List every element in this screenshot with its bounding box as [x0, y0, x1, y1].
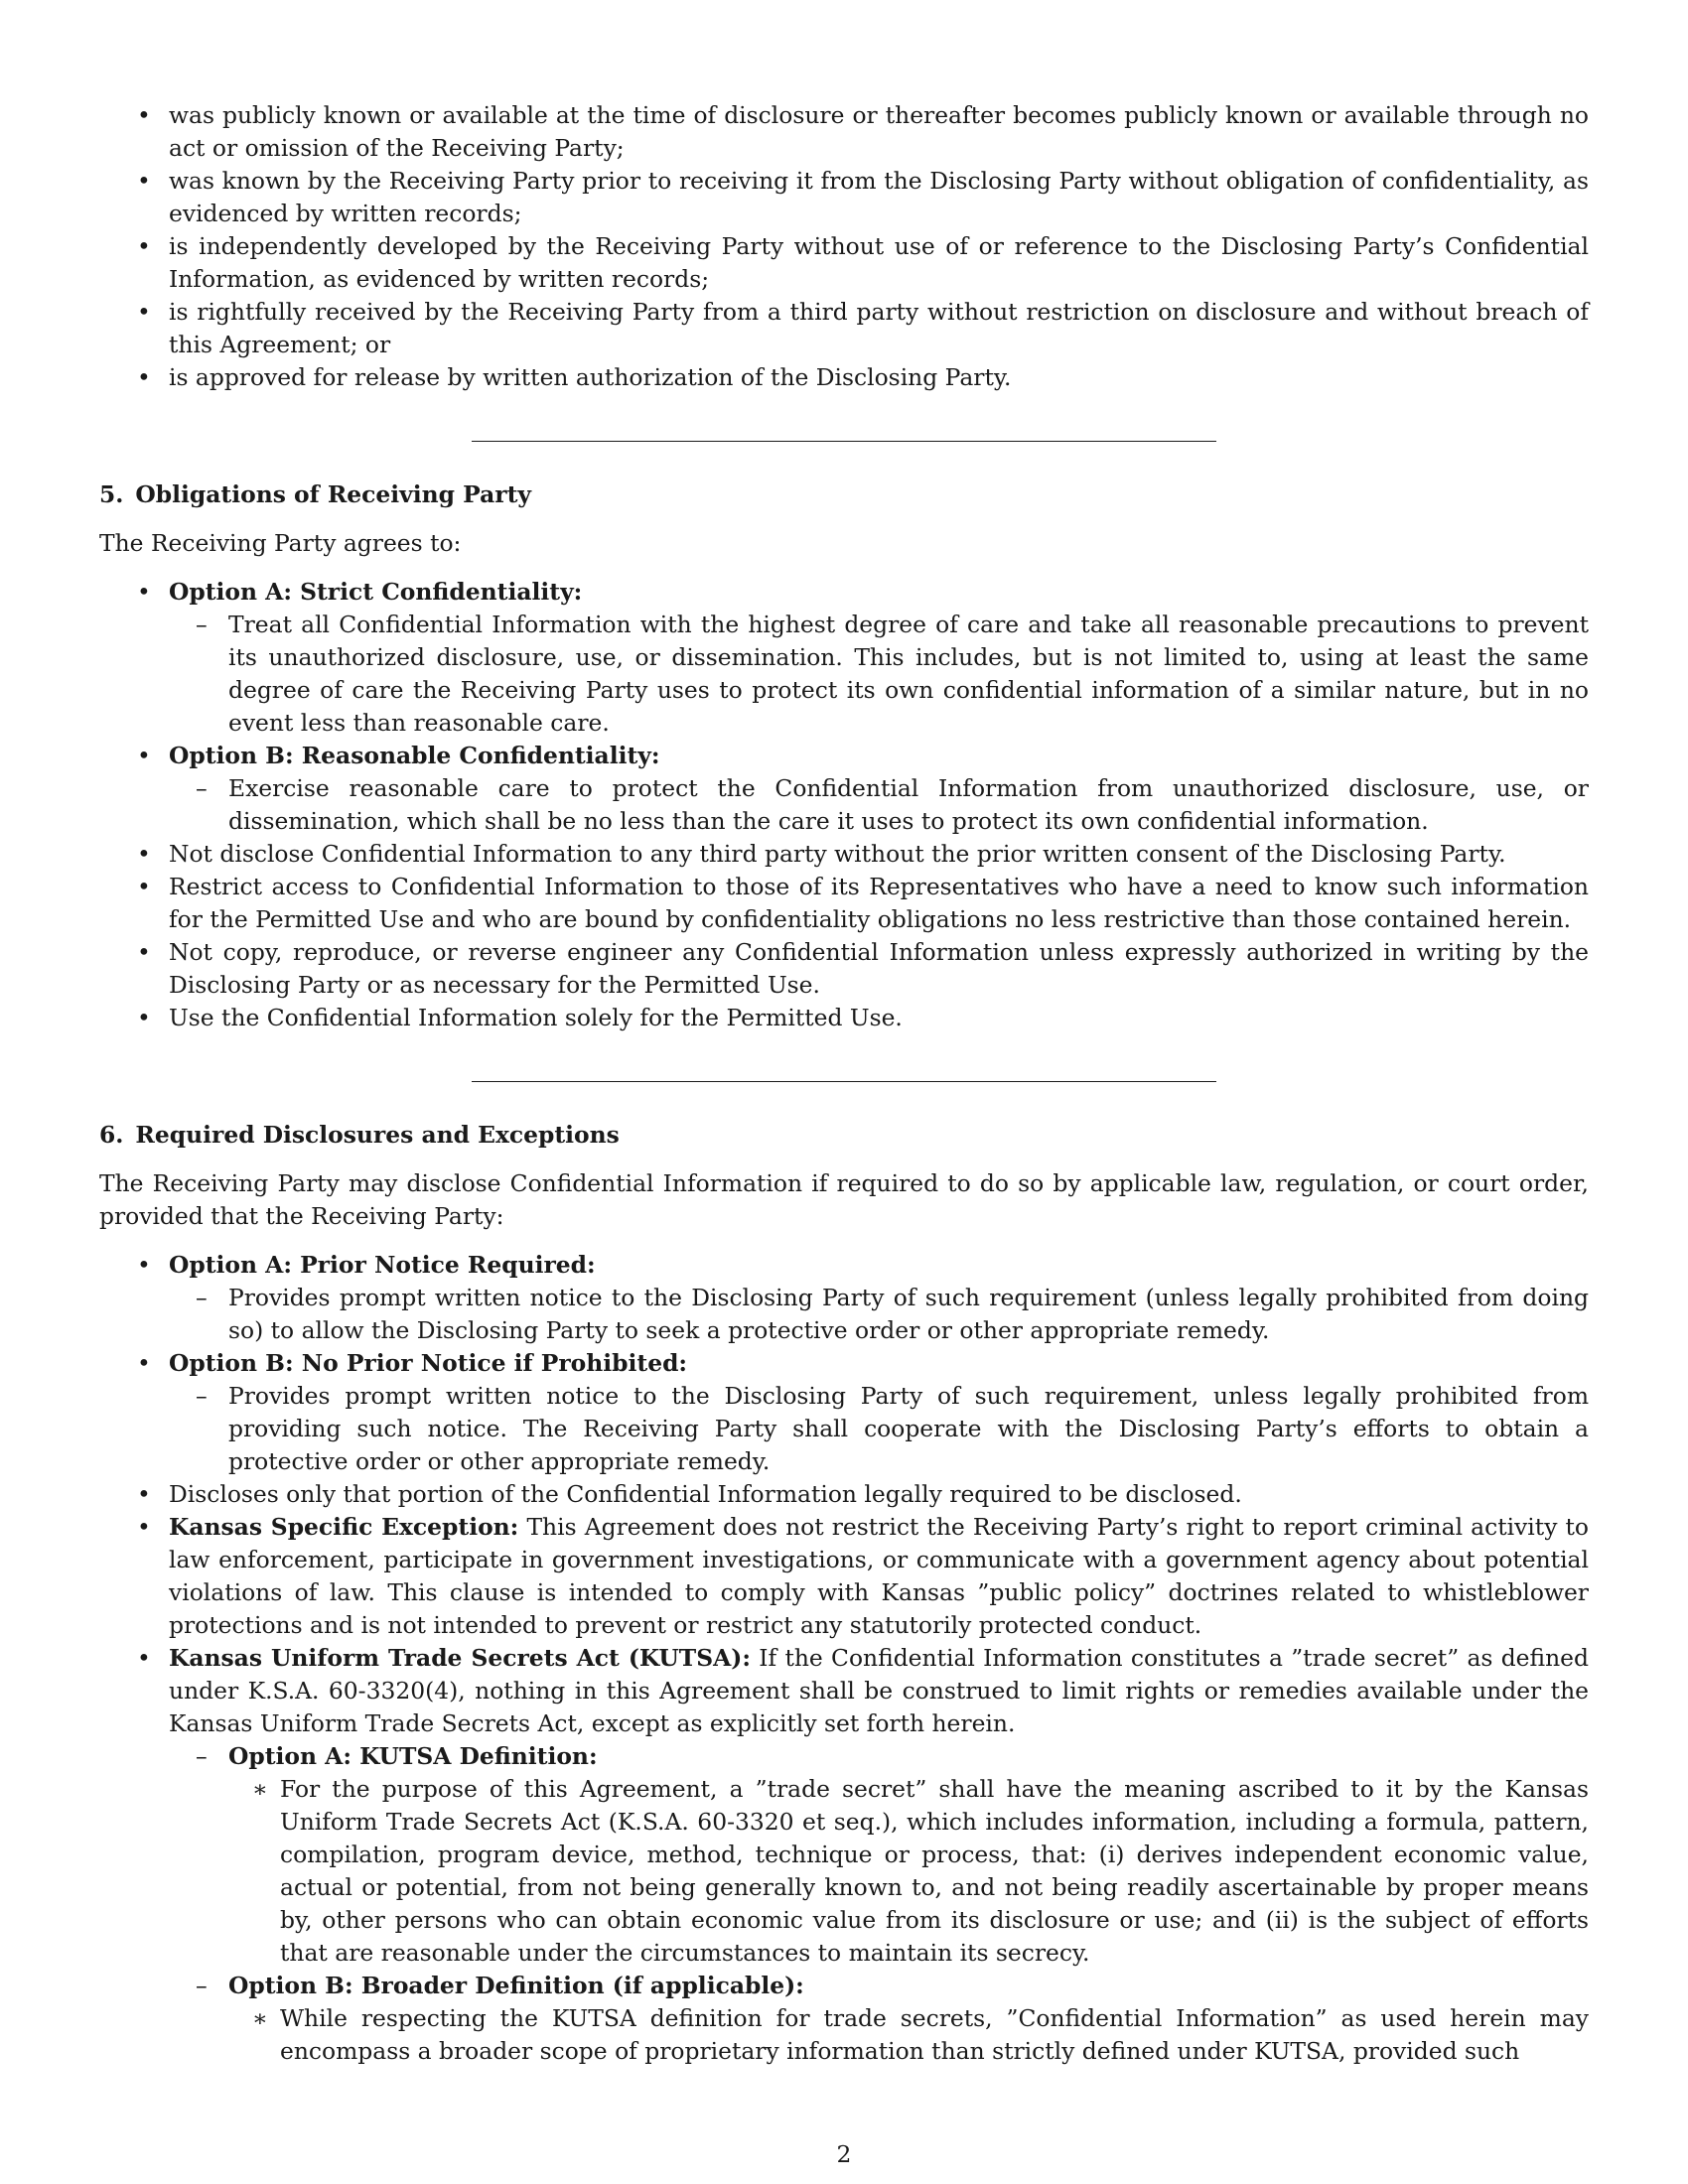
- list-item: [99, 1249, 1589, 1347]
- sub-list-item: – Provides prompt written notice to the Disclosing Party of such requirement (unless legally prohibited from doing so) to allow the Disclosing Party to seek a protective order or other appropriate remedy.: [169, 1282, 1589, 1347]
- list-item: [99, 740, 1589, 838]
- section-6-intro: The Receiving Party may disclose Confidential Information if required to do so by applicable law, regulation, or court order, provided that the Receiving Party:: [99, 1169, 1589, 1230]
- section-number: 5.: [99, 480, 124, 508]
- section-title: Obligations of Receiving Party: [135, 480, 531, 508]
- list-item: • is rightfully received by the Receiving Party from a third party without restriction on disclosure and without breach of this Agreement; or: [99, 296, 1589, 361]
- list-item: • was publicly known or available at the time of disclosure or thereafter becomes publicly known or available through no act or omission of the Receiving Party;: [99, 99, 1589, 165]
- list-item: • is approved for release by written authorization of the Disclosing Party.: [99, 361, 1589, 394]
- list-item: • Discloses only that portion of the Confidential Information legally required to be disclosed.: [99, 1478, 1589, 1511]
- document-page: [99, 99, 1589, 2068]
- list-item: [99, 576, 1589, 740]
- list-item: [99, 1347, 1589, 1478]
- section-number: 6.: [99, 1121, 124, 1149]
- kutsa-text: If the Confidential Information constitutes a ”trade secret” as defined under K.S.A. 60-3320(4), nothing in this Agreement shall be construed to limit rights or remedies available under the Kansas Uniform Trade Secrets Act, except as explicitly set forth herein.: [169, 1644, 1589, 1737]
- kansas-exception-title: Kansas Specific Exception:: [169, 1513, 519, 1541]
- list-item: • Use the Confidential Information solely for the Permitted Use.: [99, 1002, 1589, 1034]
- sub-list: [169, 1380, 1589, 1478]
- sub-list-item: – Provides prompt written notice to the Disclosing Party of such requirement, unless legally prohibited from providing such notice. The Receiving Party shall cooperate with the Disclosing Party’s efforts to obtain a protective order or other appropriate remedy.: [169, 1380, 1589, 1478]
- sub-sub-list-item: ∗ While respecting the KUTSA definition for trade secrets, ”Confidential Information” as used herein may encompass a broader scope of proprietary information than strictly defined under KUTSA, provided such: [228, 2002, 1589, 2068]
- list-item: • Not copy, reproduce, or reverse engineer any Confidential Information unless expressly authorized in writing by the Disclosing Party or as necessary for the Permitted Use.: [99, 936, 1589, 1002]
- section-title: Required Disclosures and Exceptions: [135, 1121, 620, 1149]
- option-title: Option B: No Prior Notice if Prohibited:: [169, 1349, 688, 1377]
- exclusions-list: [99, 99, 1589, 394]
- sub-list: [169, 772, 1589, 838]
- list-item: [99, 1511, 1589, 1642]
- option-title: Option B: Reasonable Confidentiality:: [169, 742, 660, 769]
- section-6-list: [99, 1249, 1589, 2068]
- list-item: • Restrict access to Confidential Information to those of its Representatives who have a need to know such information for the Permitted Use and who are bound by confidentiality obligations no less restrictive than those contained herein.: [99, 871, 1589, 936]
- sub-list-item: [169, 1970, 1589, 2068]
- option-title: Option B: Broader Definition (if applicable):: [228, 1972, 804, 1999]
- section-5-list: [99, 576, 1589, 1034]
- list-item: • Not disclose Confidential Information to any third party without the prior written consent of the Disclosing Party.: [99, 838, 1589, 871]
- sub-list: [169, 609, 1589, 740]
- sub-list: [169, 1740, 1589, 2068]
- option-title: Option A: Strict Confidentiality:: [169, 578, 583, 606]
- option-title: Option A: Prior Notice Required:: [169, 1251, 596, 1279]
- section-6-heading: [99, 1119, 1589, 1152]
- list-item: • was known by the Receiving Party prior to receiving it from the Disclosing Party without obligation of confidentiality, as evidenced by written records;: [99, 165, 1589, 230]
- kutsa-title: Kansas Uniform Trade Secrets Act (KUTSA):: [169, 1644, 751, 1672]
- section-5-heading: [99, 478, 1589, 511]
- sub-sub-list: [228, 1773, 1589, 1970]
- page-number: 2: [836, 2140, 852, 2168]
- sub-sub-list-item: ∗ For the purpose of this Agreement, a ”trade secret” shall have the meaning ascribed to it by the Kansas Uniform Trade Secrets Act (K.S.A. 60-3320 et seq.), which includes information, including a formula, pattern, compilation, program device, method, technique or process, that: (i) derives independent economic value, actual or potential, from not being generally known to, and not being readily ascertainable by proper means by, other persons who can obtain economic value from its disclosure or use; and (ii) is the subject of efforts that are reasonable under the circumstances to maintain its secrecy.: [228, 1773, 1589, 1970]
- sub-list: [169, 1282, 1589, 1347]
- section-divider: [472, 441, 1216, 442]
- list-item: [99, 1642, 1589, 2068]
- list-item: • is independently developed by the Receiving Party without use of or reference to the Disclosing Party’s Confidential Information, as evidenced by written records;: [99, 230, 1589, 296]
- section-divider: [472, 1081, 1216, 1082]
- option-title: Option A: KUTSA Definition:: [228, 1742, 598, 1770]
- sub-list-item: – Treat all Confidential Information with the highest degree of care and take all reasonable precautions to prevent its unauthorized disclosure, use, or dissemination. This includes, but is not limited to, using at least the same degree of care the Receiving Party uses to protect its own confidential information of a similar nature, but in no event less than reasonable care.: [169, 609, 1589, 740]
- kansas-exception-text: This Agreement does not restrict the Receiving Party’s right to report criminal activity to law enforcement, participate in government investigations, or communicate with a government agency about potential violations of law. This clause is intended to comply with Kansas ”public policy” doctrines related to whistleblower protections and is not intended to prevent or restrict any statutorily protected conduct.: [169, 1513, 1589, 1639]
- sub-list-item: – Exercise reasonable care to protect the Confidential Information from unauthorized disclosure, use, or dissemination, which shall be no less than the care it uses to protect its own confidential information.: [169, 772, 1589, 838]
- sub-sub-list: [228, 2002, 1589, 2068]
- sub-list-item: [169, 1740, 1589, 1970]
- section-5-intro: The Receiving Party agrees to:: [99, 529, 462, 557]
